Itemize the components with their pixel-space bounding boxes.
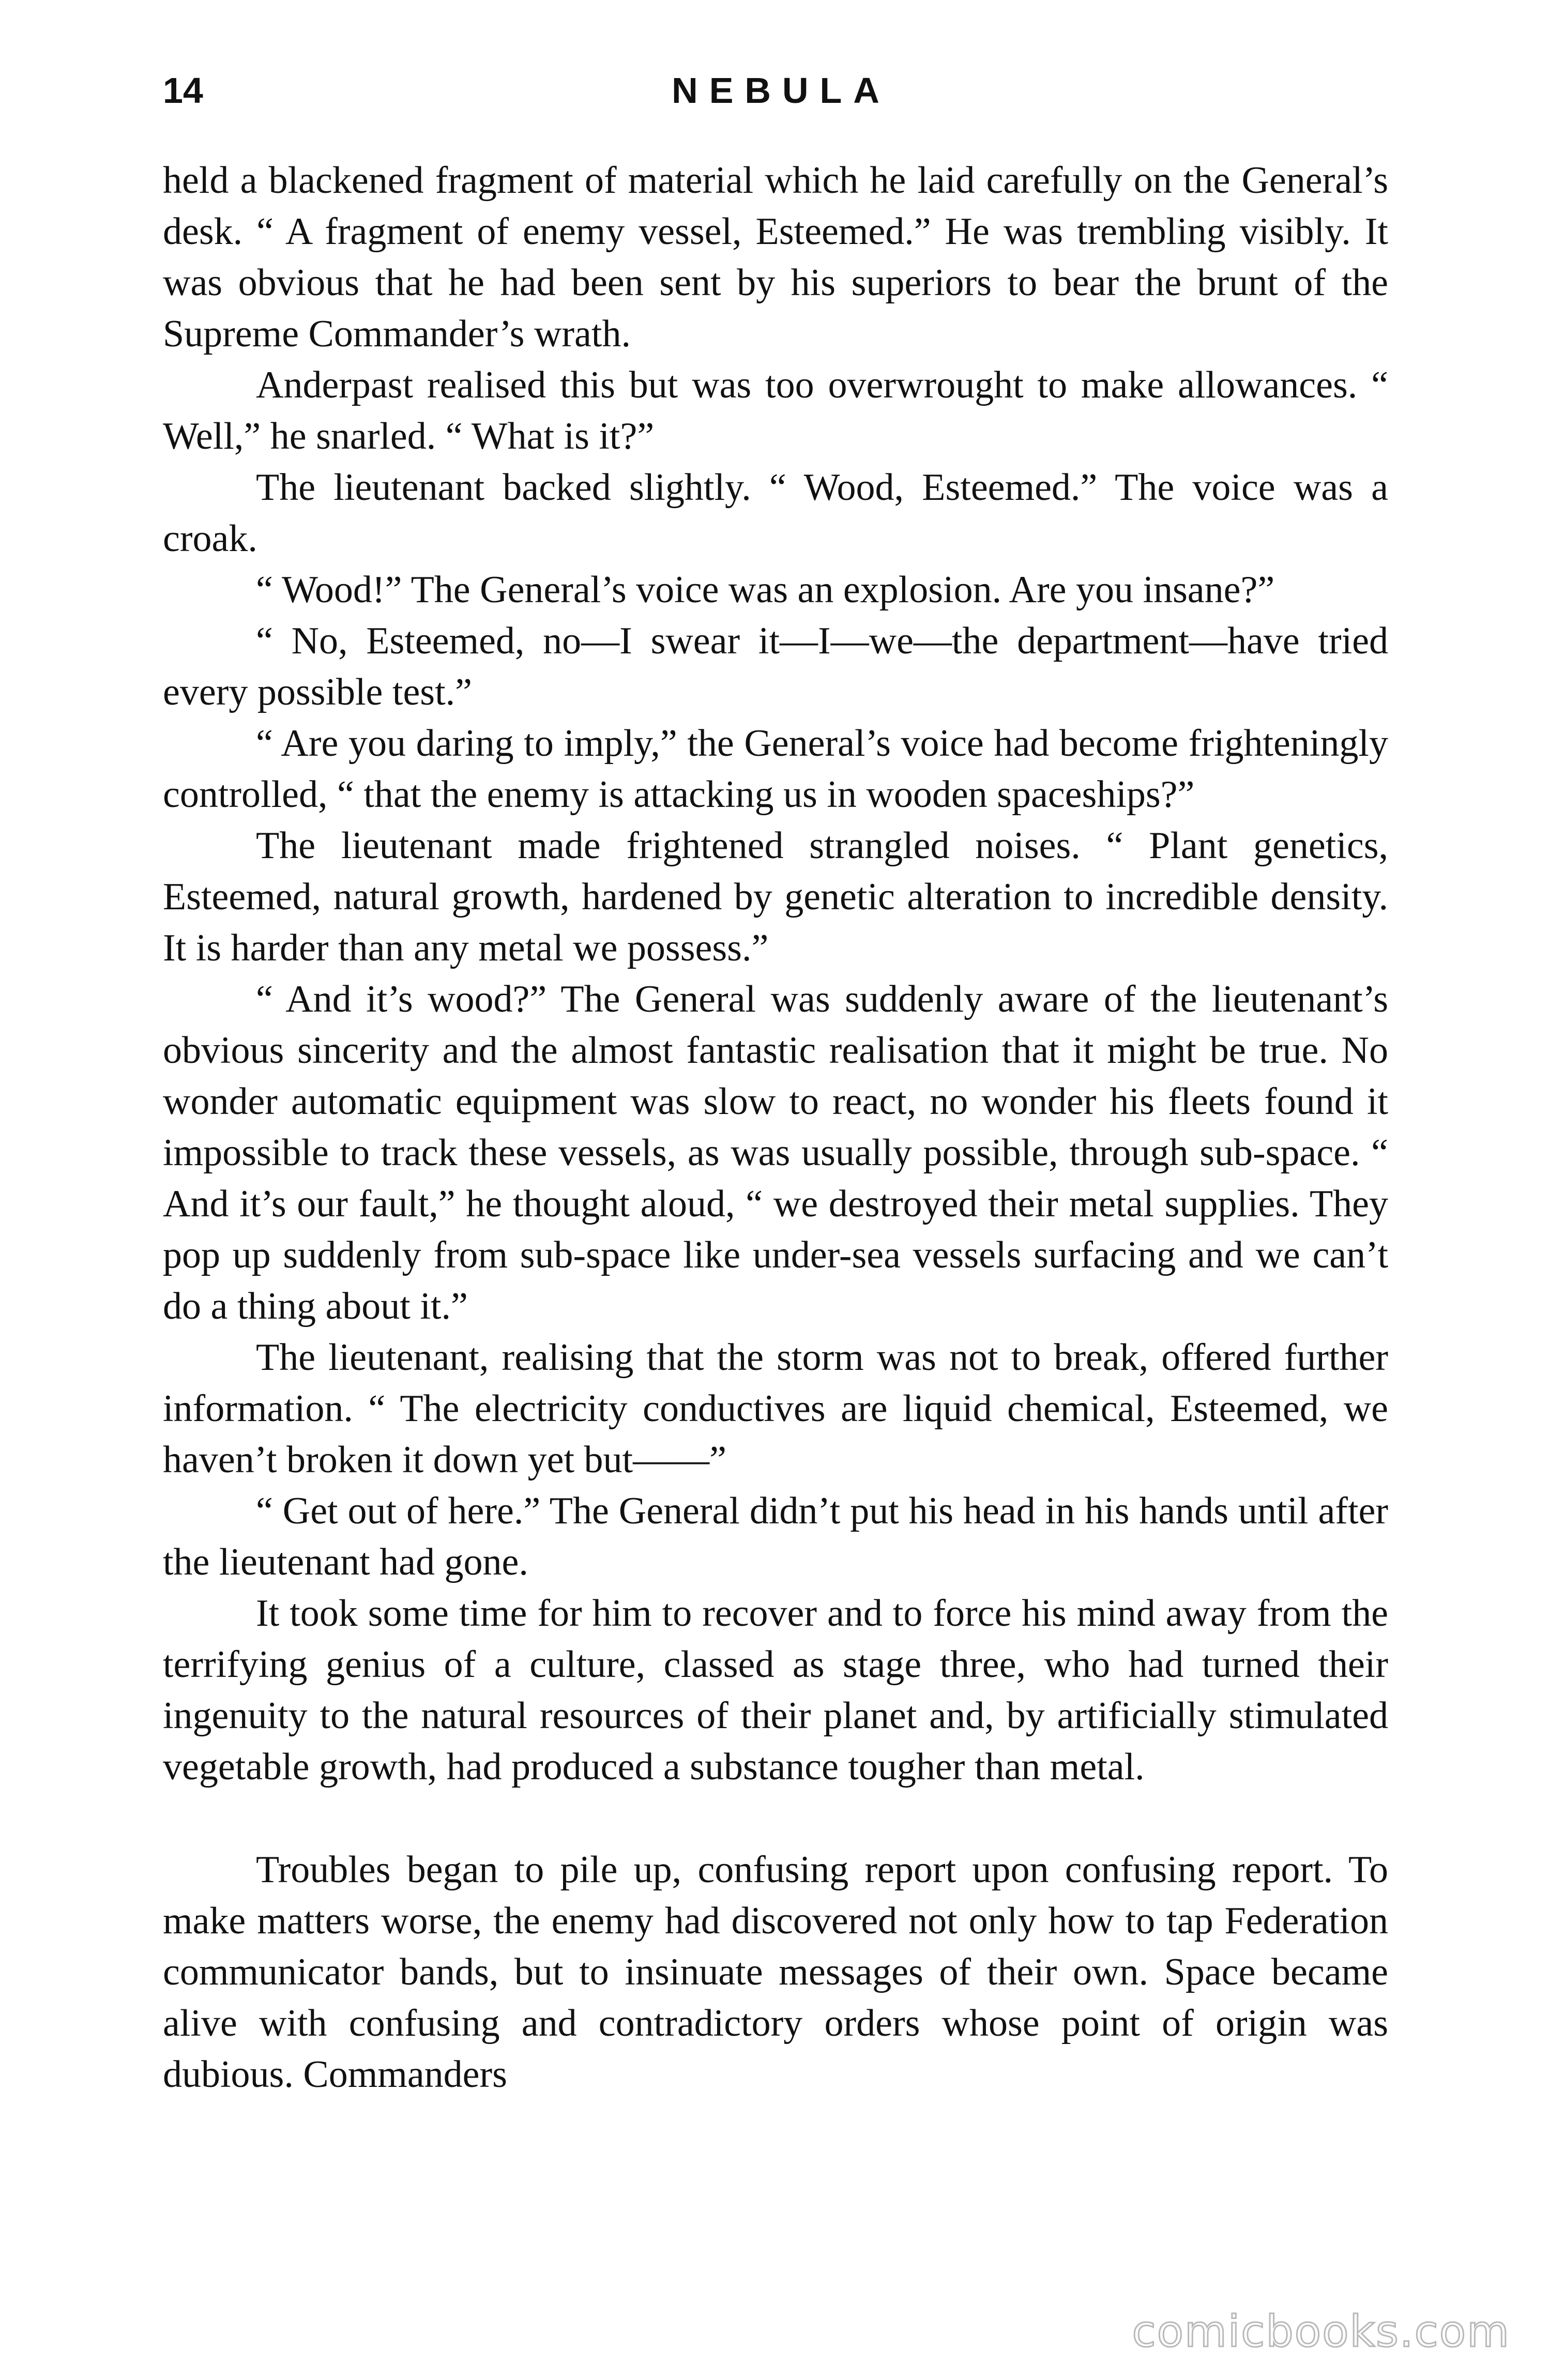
paragraph: Troubles began to pile up, confusing report upon confusing report. To make matters worse, the enemy had discovered not only how to tap Federation communicator bands, but to insinuate messages of their own. Space became alive with confusing and contradictory orders whose point of origin was dubious. Commanders <box>163 1849 1388 2096</box>
running-title: NEBULA <box>672 70 891 111</box>
watermark: comicbooks.com <box>1132 2306 1510 2357</box>
section-break <box>163 1793 1388 1844</box>
paragraph: The lieutenant, realising that the storm was not to break, offered further information. “ The electricity conductives are liquid chemical, Esteemed, we haven’t broken it down yet but——” <box>163 1336 1388 1481</box>
paragraph: Anderpast realised this but was too overwrought to make allowances. “ Well,” he snarled. “ What is it?” <box>163 364 1388 457</box>
paragraph: The lieutenant made frightened strangled noises. “ Plant genetics, Esteemed, natural growth, hardened by genetic alteration to incredible density. It is harder than any metal we possess.” <box>163 825 1388 969</box>
paragraph: “ Wood!” The General’s voice was an explosion. Are you insane?” <box>256 569 1275 611</box>
paragraph: It took some time for him to recover and to force his mind away from the terrifying genius of a culture, classed as stage three, who had turned their ingenuity to the natural resources of their planet and, by artificially stimulated vegetable growth, had produced a substance tougher than metal. <box>163 1592 1388 1788</box>
paragraph: “ And it’s wood?” The General was suddenly aware of the lieutenant’s obvious sincerity and the almost fantastic realisation that it might be true. No wonder automatic equipment was slow to react, no wonder his fleets found it impossible to track these vessels, as was usually possible, through sub-space. “ And it’s our fault,” he thought aloud, “ we destroyed their metal supplies. They pop up suddenly from sub-space like under-sea vessels surfacing and we can’t do a thing about it.” <box>163 978 1388 1328</box>
paragraph: “ Get out of here.” The General didn’t put his head in his hands until after the lieutenant had gone. <box>163 1490 1388 1583</box>
page-header <box>163 62 1388 119</box>
paragraph-continued: held a blackened fragment of material which he laid carefully on the General’s desk. “ A fragment of enemy vessel, Esteemed.” He was trembling visibly. It was obvious that he had been sent by his superiors to bear the brunt of the Supreme Commander’s wrath. <box>163 159 1388 355</box>
paragraph: “ Are you daring to imply,” the General’s voice had become frighteningly controlled, “ that the enemy is attacking us in wooden spaceships?” <box>163 722 1388 816</box>
paragraph: The lieutenant backed slightly. “ Wood, Esteemed.” The voice was a croak. <box>163 466 1388 560</box>
page-number: 14 <box>163 70 203 111</box>
body-text <box>163 155 1388 2100</box>
paragraph: “ No, Esteemed, no—I swear it—I—we—the department—have tried every possible test.” <box>163 620 1388 713</box>
